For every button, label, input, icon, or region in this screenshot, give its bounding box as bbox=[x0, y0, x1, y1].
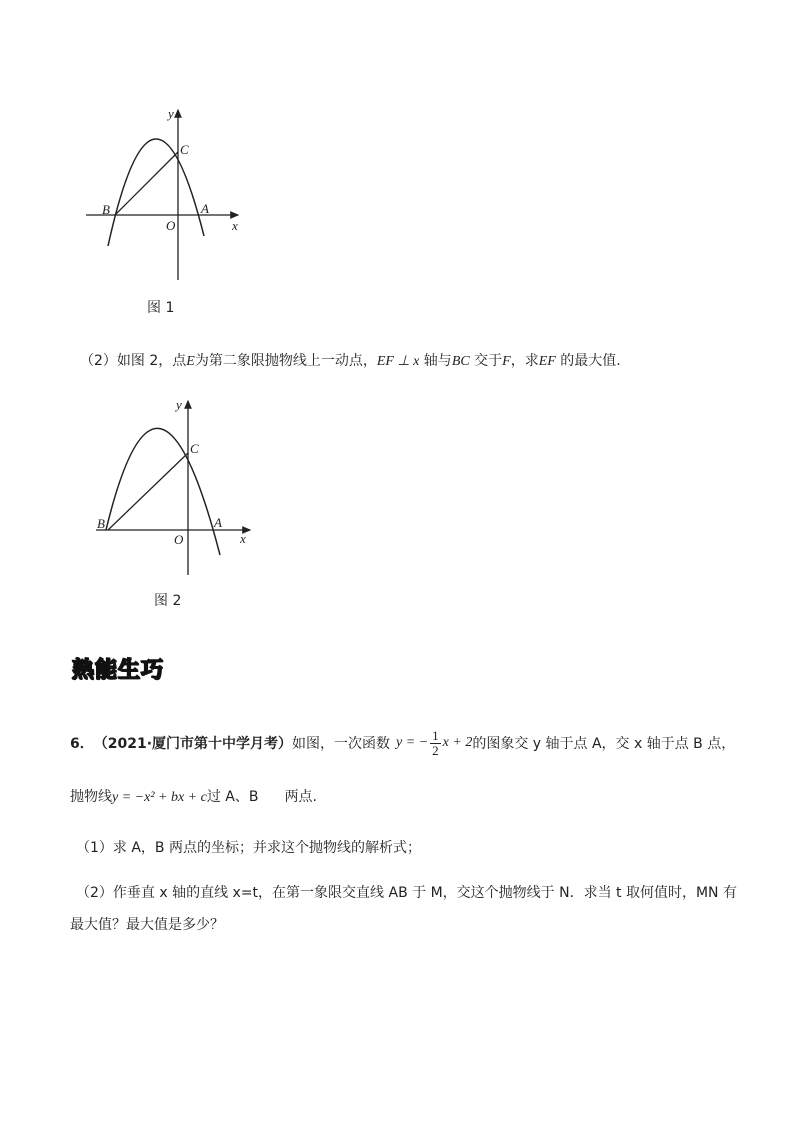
figure-1-graph bbox=[80, 100, 250, 290]
label-o: O bbox=[166, 218, 176, 233]
figure-2-caption: 图 2 bbox=[154, 593, 182, 609]
problem-6-question-1: （1）求 A，B 两点的坐标；并求这个抛物线的解析式； bbox=[76, 840, 421, 856]
problem-6-question-2-line-2: 最大值？最大值是多少？ bbox=[70, 917, 224, 933]
label-x: x bbox=[240, 531, 246, 546]
label-x: x bbox=[232, 218, 238, 233]
figure-1 bbox=[80, 100, 250, 290]
label-y: y bbox=[168, 106, 174, 121]
parabola bbox=[106, 428, 220, 555]
label-c: C bbox=[180, 142, 189, 157]
label-c: C bbox=[190, 441, 199, 456]
problem-6-question-2-line-1: （2）作垂直 x 轴的直线 x=t，在第一象限交直线 AB 于 M，交这个抛物线于 N．求当 t 取何值时，MN 有 bbox=[76, 885, 737, 901]
label-o: O bbox=[174, 532, 184, 547]
label-a: A bbox=[214, 515, 222, 530]
segment-bc bbox=[108, 453, 188, 530]
label-y: y bbox=[176, 397, 182, 412]
fraction-one-half: $\frac{1}{2}$ bbox=[432, 727, 439, 758]
label-b: B bbox=[102, 202, 110, 217]
section-heading: 熟能生巧 bbox=[72, 658, 165, 683]
parabola bbox=[108, 139, 204, 246]
label-a: A bbox=[201, 201, 209, 216]
part-2-text: （2）如图 2，点E为第二象限抛物线上一动点，EF ⊥ x 轴与BC 交于F，求EF 的最大值. bbox=[80, 353, 621, 369]
figure-2-graph bbox=[88, 395, 258, 580]
label-b: B bbox=[97, 516, 105, 531]
figure-1-caption: 图 1 bbox=[147, 300, 175, 316]
figure-2 bbox=[88, 395, 258, 580]
problem-6-line-2: 抛物线y = −x² + bx + c过 A、B 两点. bbox=[70, 789, 317, 805]
problem-6-line-1: 6． （2021·厦门市第十中学月考） 如图，一次函数 y = − $\frac{1}{2}$ x + 2 的图象交 y 轴于点 A，交 x 轴于点 B 点， bbox=[70, 727, 736, 758]
